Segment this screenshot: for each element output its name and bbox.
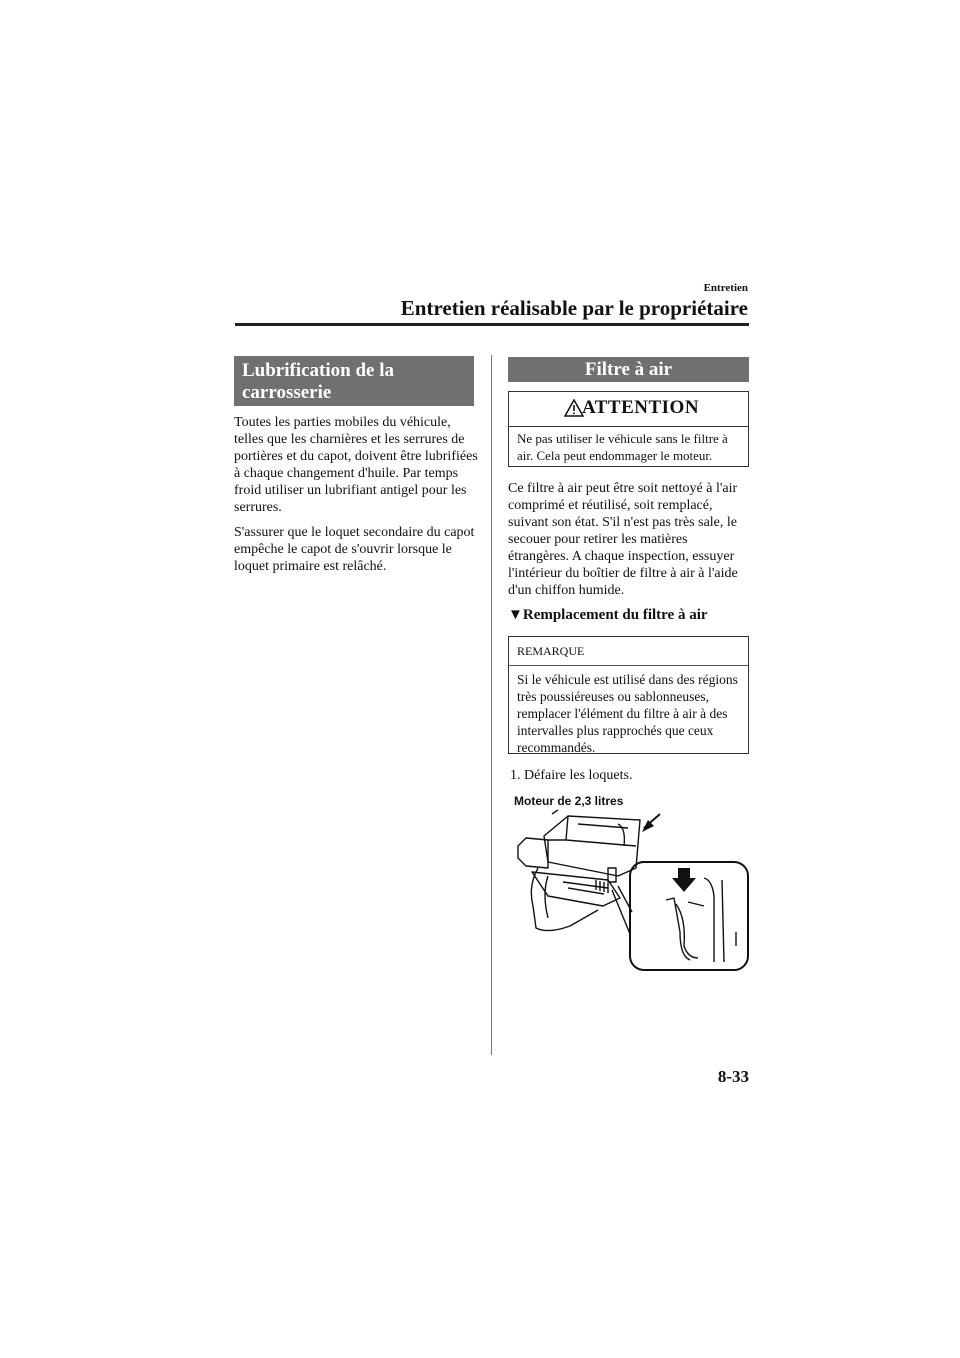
step-1: 1. Défaire les loquets. <box>510 768 633 783</box>
attention-box <box>508 391 749 467</box>
attention-title-text: ATTENTION <box>581 397 700 418</box>
remarque-title: REMARQUE <box>517 644 585 658</box>
air-filter-illustration <box>508 806 753 976</box>
subsection-heading-text: Remplacement du filtre à air <box>522 607 708 623</box>
attention-text: Ne pas utiliser le véhicule sans le filtre à air. Cela peut endommager le moteur. <box>517 431 728 463</box>
filtre-paragraph-1: Ce filtre à air peut être soit nettoyé à l'air comprimé et réutilisé, soit remplacé, suivant son état. S'il n'est pas très sale, le secouer pour retirer les matières étrangères. A chaque inspection, essuyer l'intérieur du boîtier de filtre à air à l'aide d'un chiffon humide. <box>508 481 738 598</box>
lubrification-paragraph-1: Toutes les parties mobiles du véhicule, telles que les charnières et les serrures de portières et du capot, doivent être lubrifiées à chaque changement d'huile. Par temps froid utiliser un lubrifiant antigel pour les serrures. <box>234 415 478 515</box>
header-divider <box>235 323 749 326</box>
lubrification-paragraph-2: S'assurer que le loquet secondaire du capot empêche le capot de s'ouvrir lorsque le loquet primaire est relâché. <box>234 525 475 574</box>
attention-divider <box>509 426 748 427</box>
section-title-lubrification: Lubrification de la carrosserie <box>234 356 474 406</box>
section-title-filtre: Filtre à air <box>508 357 749 382</box>
page-number: 8-33 <box>717 1067 749 1086</box>
chapter-label: Entretien <box>703 282 748 294</box>
remarque-text: Si le véhicule est utilisé dans des régions très poussiéreuses ou sablonneuses, remplacer l'élément du filtre à air à des intervalles plus rapprochés que ceux recommandés. <box>517 672 738 755</box>
attention-title <box>509 397 750 419</box>
remarque-box <box>508 636 749 754</box>
remarque-divider <box>509 665 748 666</box>
page-title: Entretien réalisable par le propriétaire <box>400 296 748 320</box>
column-divider <box>491 355 492 1055</box>
triangle-down-icon: ▼ <box>508 607 523 623</box>
figure-label: Moteur de 2,3 litres <box>514 794 624 808</box>
subsection-heading <box>508 607 708 624</box>
